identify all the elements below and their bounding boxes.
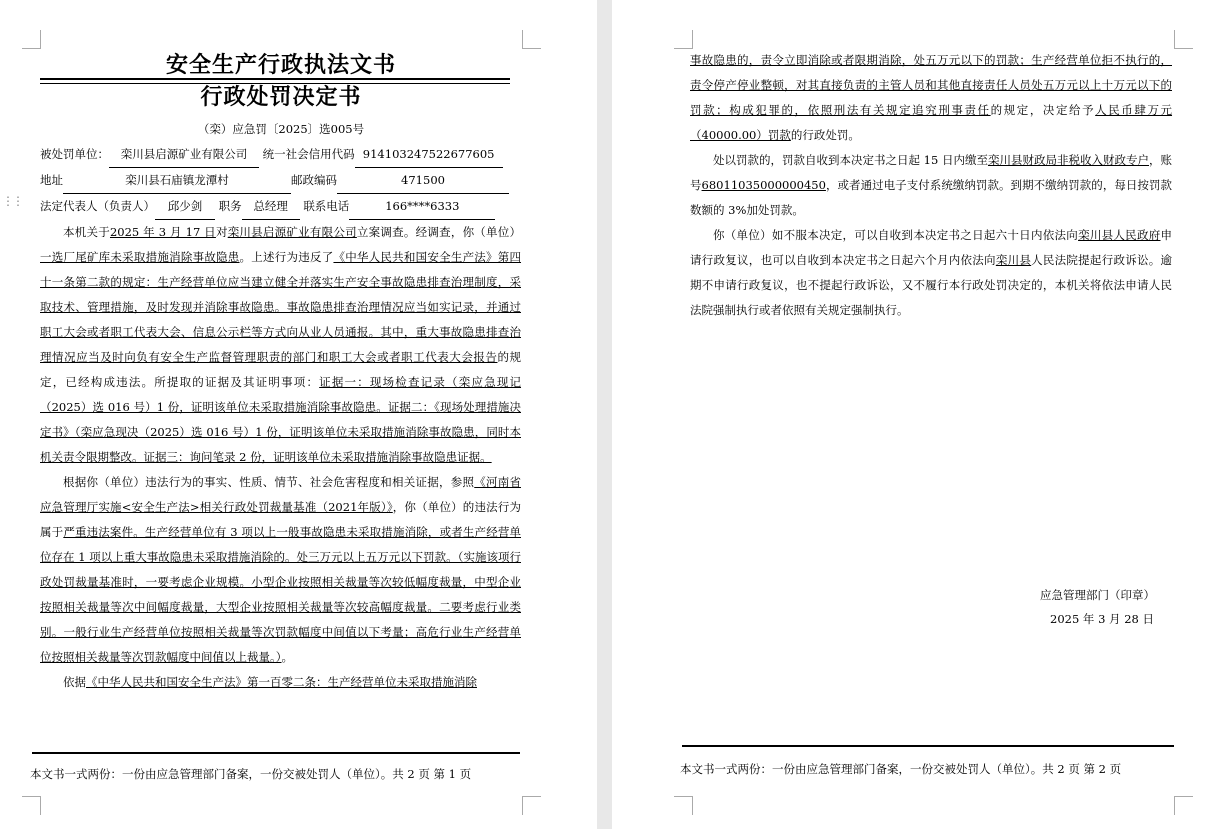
credit-code-value: 914103247522677605 bbox=[355, 142, 503, 168]
document-number: （栾）应急罚〔2025〕选005号 bbox=[197, 122, 365, 136]
phone-label: 联系电话 bbox=[303, 199, 350, 213]
document-page-1 bbox=[0, 0, 597, 829]
crop-mark bbox=[1174, 796, 1193, 815]
entity-line bbox=[40, 142, 521, 168]
crop-mark bbox=[1174, 30, 1193, 49]
footer-rule bbox=[682, 745, 1174, 747]
footer-rule bbox=[32, 752, 520, 754]
paragraph-basis: 根据你（单位）违法行为的事实、性质、情节、社会危害程度和相关证据，参照《河南省应急管理厅实施<安全生产法>相关行政处罚裁量基准（2021年版）》，你（单位）的违法行为属于严重违法案件。生产经营单位有 3 项以上一般事故隐患未采取措施消除，或者生产经营单位存在 1 项以上重大事故隐患未采取措施消除的。处三万元以上五万元以下罚款。（实施该项行政处罚裁量基准时，一要考虑企业规模。小型企业按照相关裁量等次较低幅度裁量，中型企业按照相关裁量等次中间幅度裁量，大型企业按照相关裁量等次较高幅度裁量。二要考虑行业类别。一般行业生产经营单位按照相关裁量等次罚款幅度中间值以下考量；高危行业生产经营单位按照相关裁量等次罚款幅度中间值以上裁量。）。 bbox=[40, 475, 521, 664]
address-line bbox=[40, 168, 521, 194]
paragraph-decision: 事故隐患的，责令立即消除或者限期消除，处五万元以下的罚款；生产经营单位拒不执行的，责令停产停业整顿，对其直接负责的主管人员和其他直接责任人员处五万元以上十万元以下的罚款；构成犯罪的，依照刑法有关规定追究刑事责任的规定，决定给予人民币肆万元（40000.00）罚款的行政处罚。 bbox=[690, 53, 1173, 142]
paragraph-legal-basis: 依据《中华人民共和国安全生产法》第一百零二条：生产经营单位未采取措施消除 bbox=[63, 675, 477, 689]
address-value: 栾川县石庙镇龙潭村 bbox=[63, 168, 291, 194]
position-value: 总经理 bbox=[242, 194, 300, 220]
page-2-body bbox=[690, 48, 1172, 323]
paragraph-payment: 处以罚款的，罚款自收到本决定书之日起 15 日内缴至栾川县财政局非税收入财政专户，账号68011035000000450，或者通过电子支付系统缴纳罚款。到期不缴纳罚款的，每日按罚款数额的 3%加处罚款。 bbox=[690, 153, 1173, 217]
crop-mark bbox=[522, 796, 541, 815]
phone-value: 166****6333 bbox=[349, 194, 495, 220]
address-label: 地址 bbox=[40, 173, 63, 187]
representative-label: 法定代表人（负责人） bbox=[40, 199, 155, 213]
crop-mark bbox=[674, 30, 693, 49]
drag-handle-icon[interactable]: ⋮⋮ bbox=[2, 194, 22, 208]
representative-line bbox=[40, 194, 521, 220]
signature-organization: 应急管理部门（印章） bbox=[1040, 588, 1155, 602]
postcode-label: 邮政编码 bbox=[291, 173, 337, 187]
crop-mark bbox=[22, 30, 41, 49]
page-2-footer: 本文书一式两份：一份由应急管理部门备案，一份交被处罚人（单位）。共 2 页 第 2 页 bbox=[680, 762, 1122, 776]
signature-date: 2025 年 3 月 28 日 bbox=[1050, 612, 1154, 626]
position-label: 职务 bbox=[218, 199, 242, 213]
paragraph-investigation: 本机关于2025 年 3 月 17 日对栾川县启源矿业有限公司立案调查。经调查，你（单位）一选厂尾矿库未采取措施消除事故隐患。上述行为违反了《中华人民共和国安全生产法》第四十一条第二款的规定：生产经营单位应当建立健全并落实生产安全事故隐患排查治理制度，采取技术、管理措施，及时发现并消除事故隐患。事故隐患排查治理情况应当如实记录，并通过职工大会或者职工代表大会、信息公示栏等方式向从业人员通报。其中，重大事故隐患排查治理情况应当及时向负有安全生产监督管理职责的部门和职工大会或者职工代表大会报告的规定，已经构成违法。所提取的证据及其证明事项：证据一：现场检查记录（栾应急现记（2025）选 016 号）1 份，证明该单位未采取措施消除事故隐患。证据二：《现场处理措施决定书》（栾应急现决（2025）选 016 号）1 份，证明该单位未采取措施消除事故隐患，同时本机关责令限期整改。证据三：询问笔录 2 份，证明该单位未采取措施消除事故隐患证据。 bbox=[40, 225, 522, 464]
page-1-footer: 本文书一式两份：一份由应急管理部门备案，一份交被处罚人（单位）。共 2 页 第 1 页 bbox=[30, 767, 472, 781]
entity-value: 栾川县启源矿业有限公司 bbox=[109, 142, 259, 168]
crop-mark bbox=[674, 796, 693, 815]
document-title: 安全生产行政执法文书 bbox=[165, 52, 396, 78]
paragraph-appeal: 你（单位）如不服本决定，可以自收到本决定书之日起六十日内依法向栾川县人民政府申请行政复议，也可以自收到本决定书之日起六个月内依法向栾川县人民法院提起行政诉讼。逾期不申请行政复议，也不提起行政诉讼，又不履行本行政处罚决定的，本机关将依法申请人民法院强制执行或者依照有关规定强制执行。 bbox=[690, 228, 1173, 317]
representative-value: 邱少剑 bbox=[155, 194, 215, 220]
document-subtitle: 行政处罚决定书 bbox=[200, 84, 362, 110]
entity-label: 被处罚单位： bbox=[40, 147, 109, 161]
postcode-value: 471500 bbox=[337, 168, 509, 194]
crop-mark bbox=[22, 796, 41, 815]
page-1-body bbox=[40, 142, 521, 695]
credit-code-label: 统一社会信用代码 bbox=[262, 147, 355, 161]
crop-mark bbox=[522, 30, 541, 49]
